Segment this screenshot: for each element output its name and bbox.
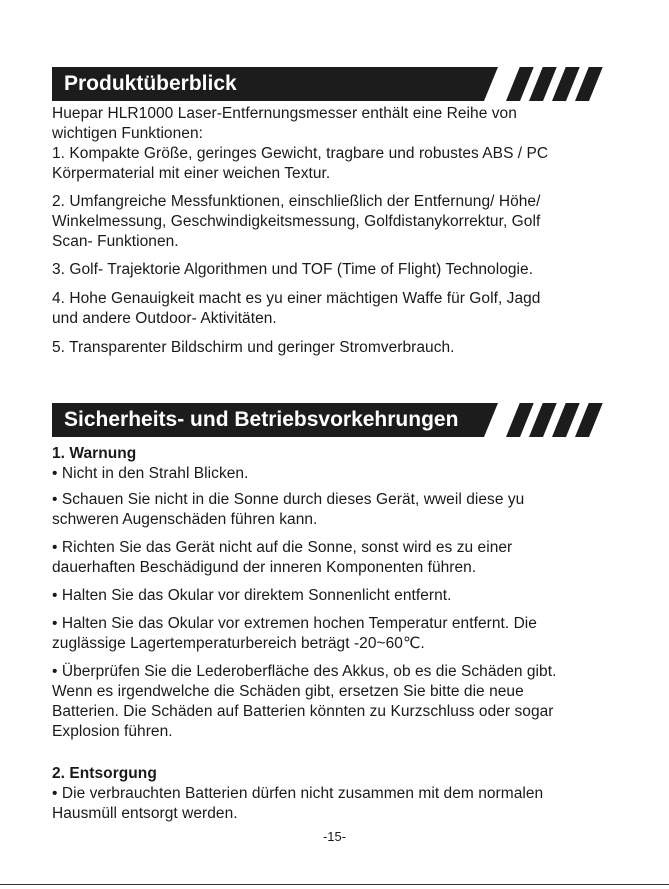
safety-text (52, 444, 627, 824)
section-title-overview: Produktüberblick (52, 67, 484, 101)
stripe (552, 403, 580, 437)
stripe (506, 67, 534, 101)
list-item: 2. Umfangreiche Messfunktionen, einschließlich der Entfernung/ Höhe/ Winkelmessung, Geschwindigkeitsmessung, Golfdistanykorrektur, Golf Scan- Funktionen. (52, 193, 541, 250)
disposal-heading: 2. Entsorgung (52, 765, 157, 782)
intro-line: Huepar HLR1000 Laser-Entfernungsmesser enthält eine Reihe von (52, 105, 517, 122)
section-title-safety: Sicherheits- und Betriebsvorkehrungen (52, 403, 484, 437)
stripe (529, 67, 557, 101)
list-item: 3. Golf- Trajektorie Algorithmen und TOF (Time of Flight) Technologie. (52, 261, 534, 278)
disposal-item: • Die verbrauchten Batterien dürfen nicht zusammen mit dem normalen Hausmüll entsorgt werden. (52, 785, 544, 822)
list-item: 4. Hohe Genauigkeit macht es yu einer mächtigen Waffe für Golf, Jagd und andere Outdoor- Aktivitäten. (52, 290, 541, 327)
section-banner-safety (52, 403, 592, 437)
list-item: 5. Transparenter Bildschirm und geringer Stromverbrauch. (52, 339, 455, 356)
bottom-rule (0, 884, 669, 885)
warning-item: • Nicht in den Strahl Blicken. (52, 465, 249, 482)
page-number: -15- (322, 829, 347, 844)
stripe (575, 67, 603, 101)
section-banner-overview (52, 67, 592, 101)
warning-item: • Halten Sie das Okular vor extremen hochen Temperatur entfernt. Die zuglässige Lagertemperaturbereich beträgt -20~60℃. (52, 615, 537, 652)
warning-item: • Schauen Sie nicht in die Sonne durch dieses Gerät, wweil diese yu schweren Augenschäden führen kann. (52, 491, 525, 528)
stripe (552, 67, 580, 101)
warning-item: • Richten Sie das Gerät nicht auf die Sonne, sonst wird es zu einer dauerhaften Beschädigund der inneren Komponenten führen. (52, 539, 513, 576)
stripe (575, 403, 603, 437)
overview-text (52, 104, 627, 358)
warning-item: • Halten Sie das Okular vor direktem Sonnenlicht entfernt. (52, 587, 452, 604)
stripe (506, 403, 534, 437)
list-item: 1. Kompakte Größe, geringes Gewicht, tragbare und robustes ABS / PC Körpermaterial mit einer weichen Textur. (52, 145, 549, 182)
stripe (529, 403, 557, 437)
warning-heading: 1. Warnung (52, 445, 137, 462)
intro-line: wichtigen Funktionen: (52, 125, 203, 142)
warning-item: • Überprüfen Sie die Lederoberfläche des Akkus, ob es die Schäden gibt. Wenn es irgendwelche die Schäden gibt, ersetzen Sie bitte die neue Batterien. Die Schäden auf Batterien könnten zu Kurzschluss oder sogar Explosion führen. (52, 663, 557, 740)
